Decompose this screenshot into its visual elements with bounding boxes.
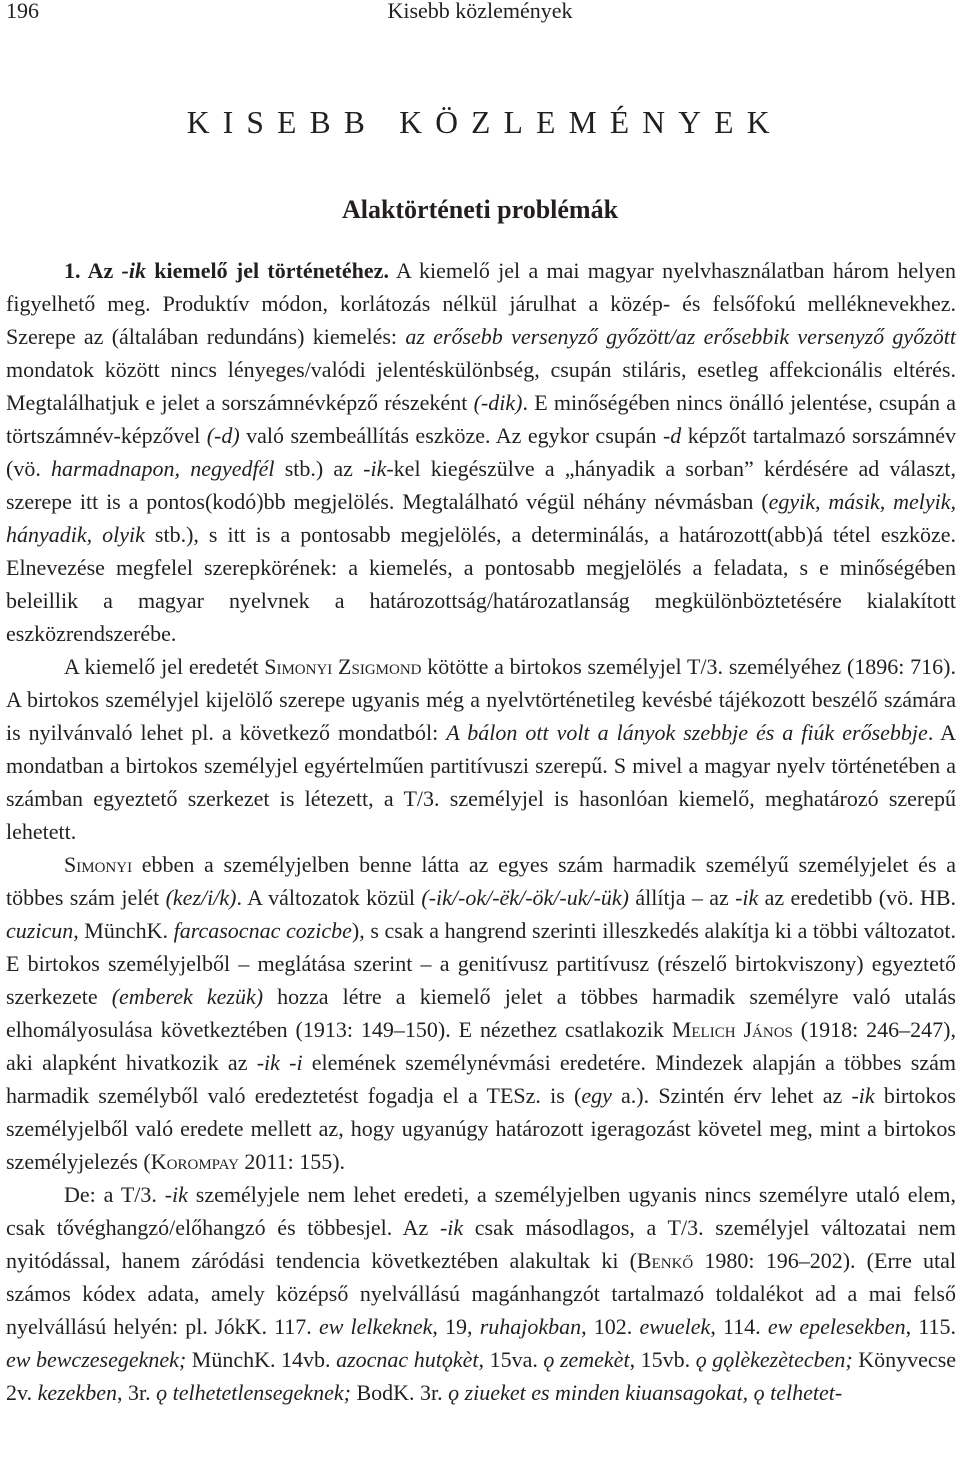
italic-run: (-d) [206, 423, 240, 448]
text-run: A kiemelő jel eredetét [64, 654, 265, 679]
text-run: Könyvecse 2v. [6, 1347, 957, 1405]
author-name: Benkő [636, 1248, 694, 1273]
paragraph [6, 254, 956, 650]
text-run: mondatok között nincs lényeges/valódi jelentéskülönbség, csupán stiláris, esetleg affekcionális eltérés. Megtalálhatjuk e jelet a sorszámnévképző részeként [6, 357, 956, 415]
author-name: Simonyi [64, 852, 133, 877]
text-run: stb.) az [274, 456, 364, 481]
italic-run: azocnac hutǫkèt [336, 1347, 479, 1372]
section-title: KISEBB KÖZLEMÉNYEK [186, 105, 783, 140]
text-run: képzőt tartalmazó sorszámnév (vö. [6, 423, 956, 481]
bold-run: 1. Az [64, 258, 122, 283]
text-run: a.). Szintén érv lehet az [611, 1083, 852, 1108]
italic-run: -ik [851, 1083, 875, 1108]
italic-run: -ik -i [256, 1050, 303, 1075]
text-run: csak másodlagos, a T/3. személyjel változatai nem nyitódással, hanem záródási tendencia következtében alakultak ki ( [6, 1215, 956, 1273]
text-run: 1980: 196–202). (Erre utal számos kódex adata, amely középső nyelvállású magánhangzót tartalmazó toldalékot ad a mai felső nyelvállású helyén: pl. JókK. 117. [6, 1248, 956, 1339]
text-run: De: a T/3. [64, 1182, 165, 1207]
text-run: , 115. [905, 1314, 957, 1339]
author-name: Korompay [150, 1149, 239, 1174]
text-run: birtokos személyjelből való eredete mellett az, hogy ugyanúgy határozott igeragozást követel meg, mint a birtokos személyjelezés ( [6, 1083, 956, 1174]
text-run: 2011: 155). [238, 1149, 346, 1174]
text-run: az eredetibb (vö. HB. [758, 885, 957, 910]
italic-run: kezekben [37, 1380, 117, 1405]
text-run: , 3r. [116, 1380, 157, 1405]
italic-run: -ik [363, 456, 387, 481]
italic-run: (emberek kezük) [111, 984, 264, 1009]
text-run: A kiemelő jel a mai magyar nyelvhasználatban három helyen figyelhető meg. Produktív módon, korlátozás nélkül járulhat a közép- és felsőfokú melléknevekhez. Szerepe az (általában redundáns) kiemelés: [6, 258, 956, 349]
bold-italic-run: -ik [121, 258, 146, 283]
text-run: stb.), s itt is a pontosabb megjelölés, a determinálás, a határozott(abb)á tétel eszköze. Elnevezése megfelel szerepkörének: a kiemelés, a pontosabb megjelölés a feladata, s e minőségében beleillik a magyar nyelvnek a határozottság/határozatlanság megkülönböztetésére kialakított eszközrendszerébe. [6, 522, 956, 646]
italic-run: (-dik) [473, 390, 523, 415]
italic-run: (kez/i/k) [165, 885, 237, 910]
italic-run: -ik [164, 1182, 188, 1207]
paragraph [6, 650, 956, 848]
italic-run: -ik [439, 1215, 464, 1240]
text-run: kötötte a birtokos személyjel T/3. személyéhez (1896: 716). A birtokos személyjel kijelölő szerepe ugyanis még a nyelvtörténetileg kevésbé tájékozott beszélő számára is nyilvánvaló lehet pl. a következő mondatból: [6, 654, 956, 745]
text-run: BodK. 3r. [350, 1380, 449, 1405]
italic-run: ǫ zemekèt [543, 1347, 630, 1372]
text-run: (1918: 246–247), aki alapként hivatkozik az [6, 1017, 957, 1075]
text-run: ebben a személyjelben benne látta az egyes szám harmadik személyű személyjelet és a többes szám jelét [6, 852, 956, 910]
text-run: . A mondatban a birtokos személyjel egyértelműen partitívuszi szerepű. S mivel a magyar nyelv történetében a számban egyeztető szerkezet is létezett, a T/3. személyjel is hasonlóan kiemelő, meghatározó szerepű lehetett. [6, 720, 956, 844]
text-run: MünchK. [78, 918, 174, 943]
italic-run: A bálon ott volt a lányok szebbje és a fiúk erősebbje [446, 720, 928, 745]
text-run: személyjele nem lehet eredeti, a személyjelben ugyanis nincs személyre utaló elem, csak tővéghangzó/előhangzó és többesjel. Az [6, 1182, 956, 1240]
italic-run: harmadnapon, negyedfél [51, 456, 275, 481]
italic-run: (-ik/-ok/-ëk/-ök/-uk/-ük) [421, 885, 630, 910]
italic-run: ewuelek [639, 1314, 711, 1339]
italic-run: farcasocnac cozicbe [173, 918, 352, 943]
italic-run: ew bewczesegeknek; [6, 1347, 187, 1372]
text-run: hozza létre a kiemelő jelet a többes harmadik személyre való utalás elhomályosulása következtében (1913: 149–150). E nézethez csatlakozik [6, 984, 956, 1042]
running-head [6, 0, 954, 26]
text-run: . A változatok közül [236, 885, 422, 910]
italic-run: egyik, másik, melyik, hányadik, olyik [6, 489, 957, 547]
bold-run: kiemelő jel történetéhez. [146, 258, 389, 283]
italic-run: az erősebb versenyző győzött/az erősebbik versenyző győzött [405, 324, 956, 349]
text-run: , 114. [710, 1314, 768, 1339]
text-run: -kel kiegészülve a „hányadik a sorban” kérdésére ad választ, szerepe itt is a pontos(kodó)bb megjelölés. Megtalálható végül néhány névmásban ( [6, 456, 957, 514]
italic-run: -ik [735, 885, 759, 910]
italic-run: -d [662, 423, 682, 448]
page-number: 196 [6, 0, 39, 23]
italic-run: cuzicun, [6, 918, 79, 943]
paragraph [6, 1178, 956, 1409]
text-run: . E minőségében nincs önálló jelentése, csupán a törtszámnév-képzővel [6, 390, 956, 448]
article-title: Alaktörténeti problémák [341, 195, 619, 224]
text-run: való szembeállítás eszköze. Az egykor csupán [239, 423, 663, 448]
italic-run: ew epelesekben [767, 1314, 906, 1339]
text-run: , 15va. [478, 1347, 544, 1372]
text-run: ), s csak a hangrend szerinti illeszkedés alakítja ki a többi változatot. E birtokos személyjelből – meglátása szerint – a genitívusz partitívusz (részelő birtokviszony) egyeztető szerkezete [6, 918, 956, 1009]
text-run: állítja – az [629, 885, 736, 910]
text-run: , 15vb. [629, 1347, 696, 1372]
italic-run: ruhajokban [479, 1314, 582, 1339]
italic-run: ǫ gǫlèkezètecben; [695, 1347, 853, 1372]
author-name: Simonyi Zsigmond [264, 654, 422, 679]
italic-run: ǫ ziueket es minden kiuansagokat, ǫ telhetet- [448, 1380, 843, 1405]
italic-run: ǫ telhetetlensegeknek; [156, 1380, 351, 1405]
text-run: , 19, [432, 1314, 480, 1339]
author-name: Melich János [671, 1017, 793, 1042]
text-run: elemének személynévmási eredetére. Mindezek alapján a többes szám harmadik személyből való eredeztetést fogadja el a TESz. is ( [6, 1050, 956, 1108]
article-body [6, 254, 956, 1409]
running-title: Kisebb közlemények [387, 0, 573, 23]
text-run: , 102. [581, 1314, 640, 1339]
paragraph [6, 848, 956, 1178]
text-run: MünchK. 14vb. [186, 1347, 337, 1372]
italic-run: egy [581, 1083, 612, 1108]
italic-run: ew lelkeknek [318, 1314, 433, 1339]
